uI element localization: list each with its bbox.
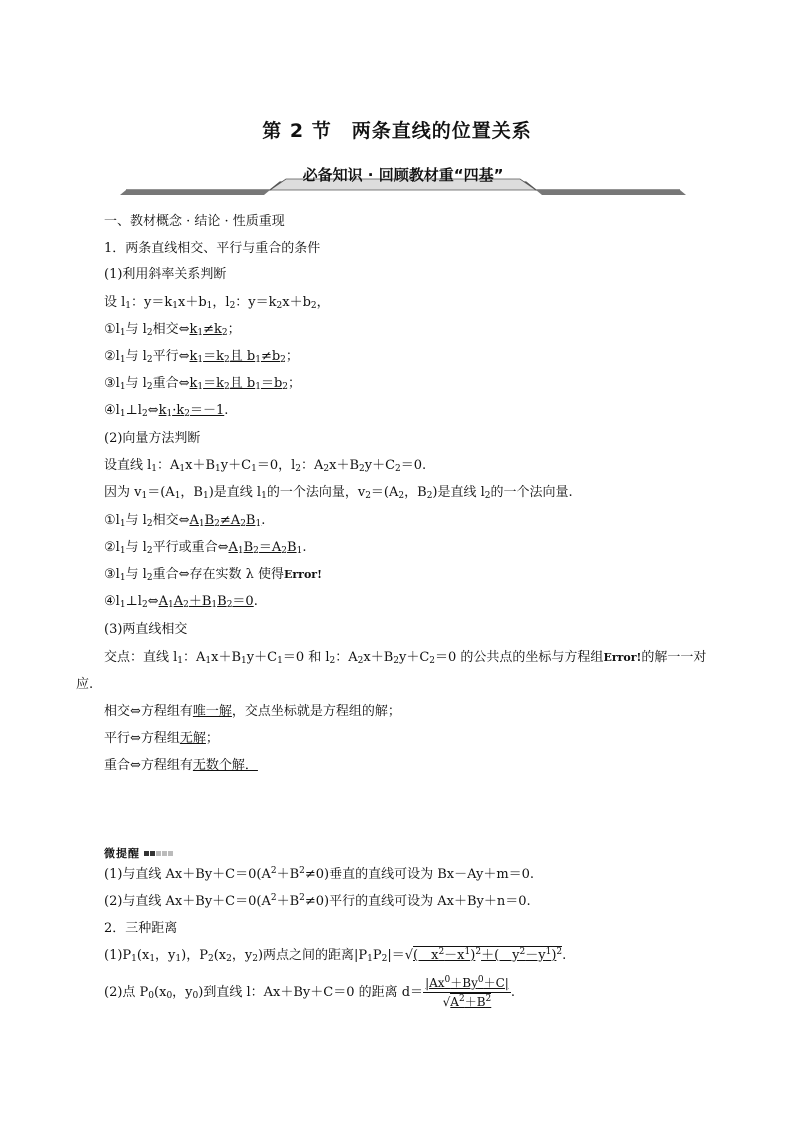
slope-method-heading: (1)利用斜率关系判断 [104, 267, 227, 282]
slope-perpendicular-item: $④l_1\perp l_2\Leftrightarrow k_1\cdot k_2=-1$. [104, 403, 229, 419]
subsection-heading: 1．两条直线相交、平行与重合的条件 [104, 241, 321, 256]
tip-dots-decoration [144, 844, 174, 862]
tip-parallel: (2)与直线 $Ax+By+C=0(A^2+B^2\ne 0)$平行的直线可设为 Ax＋By＋n＝0. [104, 893, 531, 909]
slope-coincide-item: $③l_1$与 $l_2$重合$\Leftrightarrow k_1=k_2$且 $b_1=b_2$； [104, 376, 302, 392]
section-heading: 一、教材概念 · 结论 · 性质重现 [104, 214, 285, 229]
intersection-point-text: 交点：直线 $l_1$：$A_1x+B_1y+C_1=0$ 和 $l_2$：$A_2x+B_2y+C_2=0$ 的公共点的坐标与方程组Error!的解一一对 [104, 650, 707, 666]
tip-label: 微提醒 [104, 847, 140, 860]
tip-perpendicular: (1)与直线 $Ax+By+C=0(A^2+B^2\ne 0)$垂直的直线可设为 Bx－Ay＋m＝0. [104, 866, 535, 882]
intersection-point-tail: 应. [76, 677, 94, 692]
slope-parallel-item: $②l_1$与 $l_2$平行$\Leftrightarrow k_1=k_2$且 $b_1\ne b_2$； [104, 349, 299, 365]
point-distance-formula: $(1)P_1(x_1$，$y_1$)，$P_2(x_2$，$y_2$)两点之间的距离$|P_1P_2|=√$( $x^2-x^1)^2+$( $y^2-y^1)^2$. [104, 947, 567, 964]
intersection-heading: (3)两直线相交 [104, 622, 188, 637]
distance-heading: 2．三种距离 [104, 921, 178, 936]
intersect-case: 相交⇔方程组有唯一解，交点坐标就是方程组的解； [104, 704, 401, 719]
vector-parallel-item: $②l_1$与 $l_2$平行或重合$\Leftrightarrow A_1B_2=A_2B_1$. [104, 540, 307, 556]
normal-vector-text: 因为 $v_1=(A_1$，$B_1$)是直线 $l_1$的一个法向量，$v_2=(A_2$，$B_2$)是直线 $l_2$的一个法向量. [104, 485, 573, 501]
section-banner [120, 160, 686, 198]
slope-intersect-item: $①l_1$与 $l_2$相交$\Leftrightarrow k_1\ne k_2$； [104, 322, 241, 338]
coincide-case: 重合⇔方程组有无数个解． [104, 758, 258, 773]
vector-intersect-item: $①l_1$与 $l_2$相交$\Leftrightarrow A_1B_2\ne A_2B_1$. [104, 513, 266, 529]
tip-heading [104, 844, 174, 863]
line-distance-formula: (2)点 $P_0(x_0$，$y_0$)到直线 l：Ax＋By＋C＝0 的距离 d＝ $\frac{|Ax^0+By^0+C|}{√A^2+B^2}$ . [104, 975, 515, 1009]
vector-perpendicular-item: $④l_1\perp l_2\Leftrightarrow A_1A_2+B_1B_2=0$. [104, 594, 258, 610]
distance-fraction: $\frac{|Ax^0+By^0+C|}{√A^2+B^2}$ [425, 975, 509, 1009]
slope-line-definition: 设 $l_1$：$y=k_1x+b_1$，$l_2$：$y=k_2x+b_2$， [104, 295, 330, 311]
banner-title: 必备知识 · 回顾教材重“四基” [302, 166, 504, 184]
page-title: 第 2 节 两条直线的位置关系 [262, 120, 532, 142]
parallel-case: 平行⇔方程组无解； [104, 731, 219, 746]
vector-coincide-item: $③l_1$与 $l_2$重合⇔存在实数 λ 使得Error! [104, 567, 322, 583]
vector-line-definition: 设直线 $l_1$：$A_1x+B_1y+C_1=0$，$l_2$：$A_2x+B_2y+C_2=0$. [104, 458, 427, 474]
vector-method-heading: (2)向量方法判断 [104, 431, 201, 446]
